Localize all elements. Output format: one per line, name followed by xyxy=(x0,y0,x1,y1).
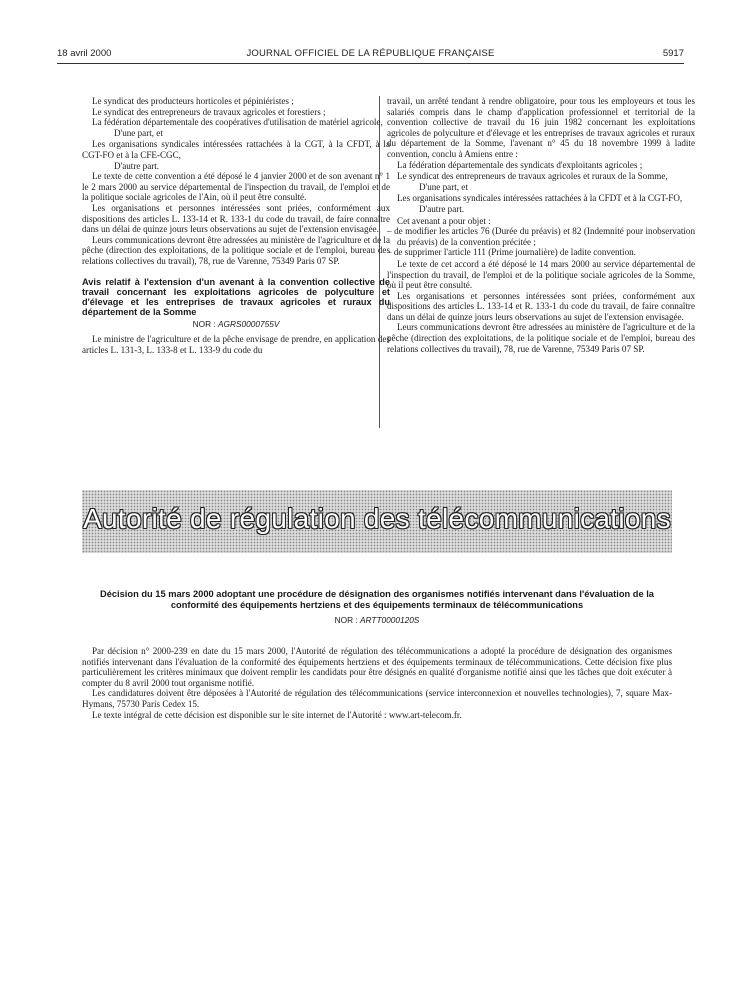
paragraph: Cet avenant a pour objet : xyxy=(397,215,491,226)
paragraph: Leurs communications devront être adressées au ministère de l'agriculture et de la pêche (direction des exploitations, de la politique sociale et de l'emploi, bureau des relations collectives du travail), 78, rue de Varenne, 75349 Paris 07 SP. xyxy=(387,322,695,354)
header-date: 18 avril 2000 xyxy=(57,48,112,59)
avis-section xyxy=(82,277,390,356)
paragraph: Le texte intégral de cette décision est disponible sur le site internet de l'Autorité : www.art-telecom.fr. xyxy=(92,709,462,720)
banner-title: Autorité de régulation des télécommunications xyxy=(83,503,671,534)
avis-nor xyxy=(82,319,390,330)
paragraph: Les organisations syndicales intéressées rattachées à la CFDT et à la CGT-FO, xyxy=(397,193,683,204)
paragraph: Le texte de cette convention a été déposé le 4 janvier 2000 et de son avenant n° 1 le 2 mars 2000 au service départemental de l'inspection du travail, de l'emploi et de la politique sociale agricoles de l'Ain, où il peut être consulté. xyxy=(82,171,390,203)
paragraph: Par décision n° 2000-239 en date du 15 mars 2000, l'Autorité de régulation des télécommunications a adopté la procédure de désignation des organismes notifiés intervenant dans l'évaluation de la conformité des équipements hertziens et des équipements terminaux de télécommunications. Cette décision fixe plus particulièrement les critères minimaux que doivent remplir les candidats pour être désignés en qualité d'organisme notifié ainsi que les tâches que doit exécuter à compter du 8 avril 2000 tout organisme notifié. xyxy=(82,646,672,688)
page-number: 5917 xyxy=(662,48,684,59)
decision-nor xyxy=(82,615,672,626)
paragraph: Les organisations syndicales intéressées rattachées à la CGT, à la CFDT, à la CGT-FO et à la CFE-CGC, xyxy=(82,139,390,160)
list-item: – de modifier les articles 76 (Durée du préavis) et 82 (Indemnité pour inobservation du préavis) de la convention précitée ; xyxy=(387,226,695,247)
journal-title: JOURNAL OFFICIEL DE LA RÉPUBLIQUE FRANÇAISE xyxy=(246,48,495,59)
paragraph: La fédération départementale des syndicats d'exploitants agricoles ; xyxy=(397,159,643,170)
objectives-list xyxy=(387,226,695,258)
right-column xyxy=(387,96,695,354)
paragraph: Les organisations et personnes intéressées sont priées, conformément aux dispositions des articles L. 133-14 et R. 133-1 du code du travail, de faire connaître dans un délai de quinze jours leurs observations au sujet de l'extension envisagée. xyxy=(387,290,695,322)
paragraph: Le syndicat des entrepreneurs de travaux agricoles et forestiers ; xyxy=(92,106,326,117)
paragraph: D'une part, et xyxy=(419,181,468,192)
nor-label: NOR : xyxy=(192,319,216,330)
paragraph: Le syndicat des producteurs horticoles et pépiniéristes ; xyxy=(92,96,294,106)
page-header xyxy=(57,48,684,62)
header-rule xyxy=(57,63,684,64)
nor-value: AGRS0000755V xyxy=(218,319,280,330)
decision-title: Décision du 15 mars 2000 adoptant une procédure de désignation des organismes notifiés intervenant dans l'évaluation de la conformité des équipements hertziens et des équipements terminaux de télécommunications xyxy=(100,589,654,610)
paragraph: Les organisations et personnes intéressées sont priées, conformément aux dispositions des articles L. 133-14 et R. 133-1 du code du travail, de faire connaître dans un délai de quinze jours leurs observations au sujet de l'extension envisagée. xyxy=(82,202,390,235)
decision-body xyxy=(82,646,672,720)
paragraph: Le ministre de l'agriculture et de la pêche envisage de prendre, en application des articles L. 131-3, L. 133-8 et L. 133-9 du code du xyxy=(82,334,390,355)
paragraph: Le syndicat des entrepreneurs de travaux agricoles et ruraux de la Somme, xyxy=(397,171,668,182)
list-item: – de supprimer l'article 111 (Prime journalière) de ladite convention. xyxy=(387,247,695,258)
avis-title: Avis relatif à l'extension d'un avenant à la convention collective de travail concernant les exploitations agricoles de polyculture et d'élevage et les entreprises de travaux agricoles et ruraux du département de la Somme xyxy=(82,276,390,318)
paragraph: La fédération départementale des coopératives d'utilisation de matériel agricole, xyxy=(92,117,383,128)
paragraph: Leurs communications devront être adressées au ministère de l'agriculture et de la pêche (direction des exploitations, de la politique sociale et de l'emploi, bureau des relations collectives du travail), 78, rue de Varenne, 75349 Paris 07 SP. xyxy=(82,234,390,266)
left-column xyxy=(82,96,390,356)
nor-value: ARTT0000120S xyxy=(360,615,420,625)
section-banner xyxy=(82,490,672,553)
paragraph: Le texte de cet accord a été déposé le 14 mars 2000 au service départemental de l'inspection du travail, de l'emploi et de la politique sociale agricoles de la Somme, où il peut être consulté. xyxy=(387,258,695,291)
paragraph: D'autre part. xyxy=(114,160,160,171)
paragraph: travail, un arrêté tendant à rendre obligatoire, pour tous les employeurs et tous les salariés compris dans le champ d'application professionnel et territorial de la convention collective de travail du 16 juin 1982 concernant les exploitations agricoles de polyculture et d'élevage et les entreprises de travaux agricoles et ruraux du département de la Somme, l'avenant n° 45 du 18 novembre 1999 à ladite convention, conclu à Amiens entre : xyxy=(387,96,695,159)
paragraph: D'une part, et xyxy=(114,127,163,138)
paragraph: Les candidatures doivent être déposées à l'Autorité de régulation des télécommunications (service interconnexion et nouvelles technologies), 7, square Max-Hymans, 75730 Paris Cedex 15. xyxy=(82,688,672,709)
nor-label: NOR : xyxy=(334,615,358,625)
paragraph: D'autre part. xyxy=(419,203,465,214)
